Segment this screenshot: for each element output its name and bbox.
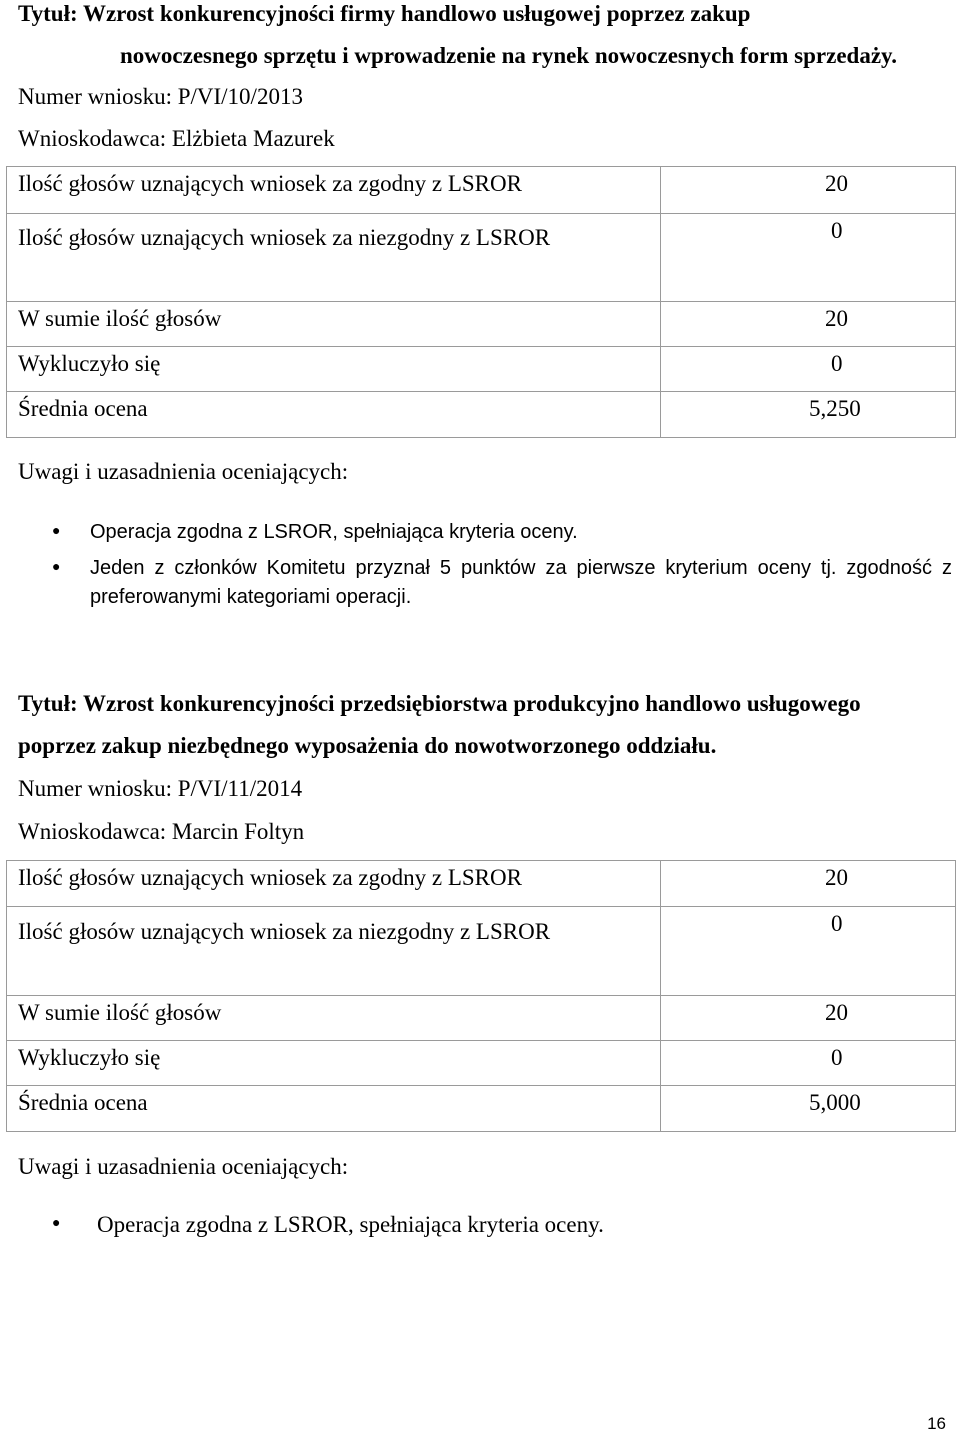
title-line-2: poprzez zakup niezbędnego wyposażenia do nowotworzonego oddziału.: [18, 733, 717, 758]
row-label: Wykluczyło się: [7, 1041, 661, 1086]
row-value: 20: [825, 1000, 848, 1025]
row-value: 20: [825, 171, 848, 196]
table-row: [7, 167, 956, 214]
row-value: 0: [831, 218, 843, 243]
votes-table: [6, 166, 956, 438]
row-label: Średnia ocena: [7, 392, 661, 438]
table-row: [7, 1086, 956, 1132]
row-value: 20: [825, 306, 848, 331]
row-value: 0: [831, 1045, 843, 1070]
title-line-1: Tytuł: Wzrost konkurencyjności przedsiębiorstwa produkcyjno handlowo usługowego: [18, 691, 861, 716]
title-line-2: nowoczesnego sprzętu i wprowadzenie na rynek nowoczesnych form sprzedaży.: [120, 43, 898, 68]
application-number: Numer wniosku: P/VI/11/2014: [18, 776, 303, 801]
row-value: 0: [831, 911, 843, 936]
application-number: Numer wniosku: P/VI/10/2013: [18, 84, 303, 109]
row-value: 0: [831, 351, 843, 376]
row-label: Średnia ocena: [7, 1086, 661, 1132]
remark-text: Operacja zgodna z LSROR, spełniająca kryteria oceny.: [97, 1212, 604, 1237]
bullet-icon: ●: [52, 524, 61, 539]
row-label: Ilość głosów uznających wniosek za niezgodny z LSROR: [7, 907, 661, 996]
row-label: Ilość głosów uznających wniosek za zgodny z LSROR: [7, 861, 661, 907]
page-number: 16: [927, 1414, 946, 1433]
table-row: [7, 861, 956, 907]
row-label: W sumie ilość głosów: [7, 996, 661, 1041]
row-label: Ilość głosów uznających wniosek za zgodny z LSROR: [7, 167, 661, 214]
bullet-icon: ●: [52, 1216, 61, 1231]
table-row: [7, 907, 956, 996]
table-row: [7, 302, 956, 347]
table-row: [7, 392, 956, 438]
remarks-heading: Uwagi i uzasadnienia oceniających:: [18, 459, 349, 484]
remarks-heading: Uwagi i uzasadnienia oceniających:: [18, 1154, 349, 1179]
row-value: 5,000: [809, 1090, 861, 1115]
row-value: 20: [825, 865, 848, 890]
row-label: Wykluczyło się: [7, 347, 661, 392]
table-row: [7, 347, 956, 392]
title-line-1: Tytuł: Wzrost konkurencyjności firmy handlowo usługowej poprzez zakup: [18, 1, 751, 26]
table-row: [7, 214, 956, 302]
table-row: [7, 996, 956, 1041]
row-label: Ilość głosów uznających wniosek za niezgodny z LSROR: [7, 214, 661, 302]
table-row: [7, 1041, 956, 1086]
applicant: Wnioskodawca: Marcin Foltyn: [18, 819, 305, 844]
remark-text: Jeden z członków Komitetu przyznał 5 punktów za pierwsze kryterium oceny tj. zgodność z preferowanymi kategoriami operacji.: [90, 557, 952, 608]
row-label: W sumie ilość głosów: [7, 302, 661, 347]
row-value: 5,250: [809, 396, 861, 421]
votes-table: [6, 860, 956, 1132]
bullet-icon: ●: [52, 560, 61, 575]
applicant: Wnioskodawca: Elżbieta Mazurek: [18, 126, 335, 151]
remark-text: Operacja zgodna z LSROR, spełniająca kryteria oceny.: [90, 521, 578, 543]
